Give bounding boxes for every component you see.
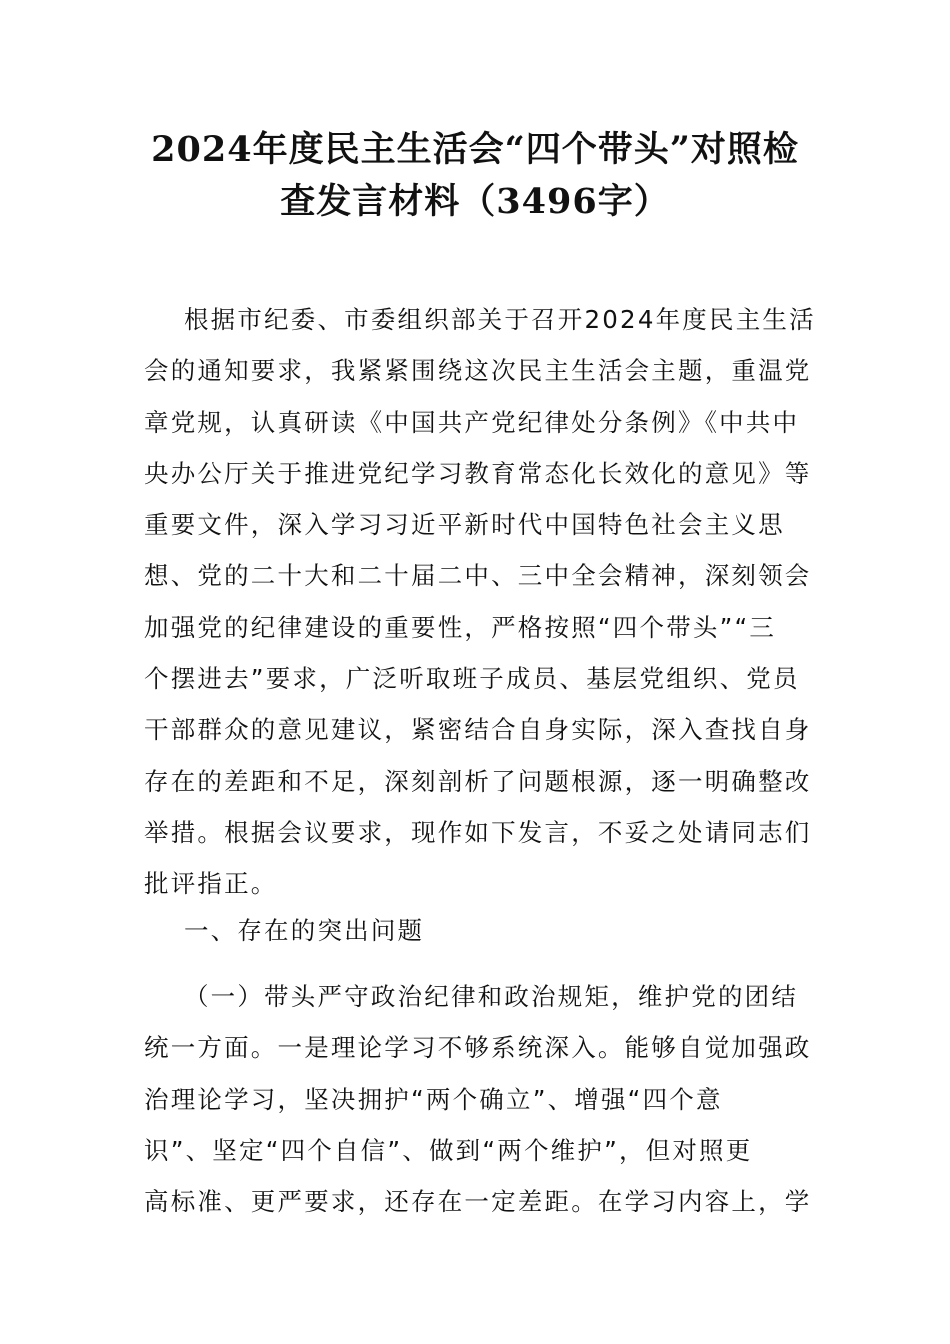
text-line: 高标准、更严要求，还存在一定差距。在学习内容上，学	[144, 1187, 812, 1217]
text-line: （一）带头严守政治纪律和政治规矩，维护党的团结	[144, 982, 799, 1011]
text-line: 加强党的纪律建设的重要性，严格按照“四个带头”“三	[144, 612, 777, 642]
text-line: 干部群众的意见建议，紧密结合自身实际，深入查找自身	[144, 715, 812, 745]
text-line: 会的通知要求，我紧紧围绕这次民主生活会主题，重温党	[144, 356, 812, 386]
text-line: 根据市纪委、市委组织部关于召开2024年度民主生活	[144, 305, 816, 334]
text-line: 举措。根据会议要求，现作如下发言，不妥之处请同志们	[144, 817, 812, 847]
text-line: 批评指正。	[144, 869, 278, 899]
heading-line: 一、存在的突出问题	[144, 916, 425, 945]
text-line: 治理论学习，坚决拥护“两个确立”、增强“四个意	[144, 1084, 723, 1114]
title-line: 2024年度民主生活会“四个带头”对照检	[151, 129, 799, 170]
text-line: 央办公厅关于推进党纪学习教育常态化长效化的意见》等	[144, 458, 812, 488]
intro-paragraph	[144, 294, 816, 910]
section-paragraph	[144, 971, 812, 1227]
text-line: 章党规，认真研读《中国共产党纪律处分条例》《中共中	[144, 407, 800, 437]
section-heading	[144, 905, 806, 956]
text-line: 存在的差距和不足，深刻剖析了问题根源，逐一明确整改	[144, 766, 812, 796]
text-line: 统一方面。一是理论学习不够系统深入。能够自觉加强政	[144, 1033, 812, 1063]
title-line: 查发言材料（3496字）	[280, 181, 670, 222]
text-line: 个摆进去”要求，广泛听取班子成员、基层党组织、党员	[144, 664, 800, 694]
document-title	[120, 124, 830, 228]
text-line: 重要文件，深入学习习近平新时代中国特色社会主义思	[144, 510, 785, 540]
text-line: 想、党的二十大和二十届二中、三中全会精神，深刻领会	[144, 561, 812, 591]
text-line: 识”、坚定“四个自信”、做到“两个维护”，但对照更	[144, 1135, 753, 1165]
